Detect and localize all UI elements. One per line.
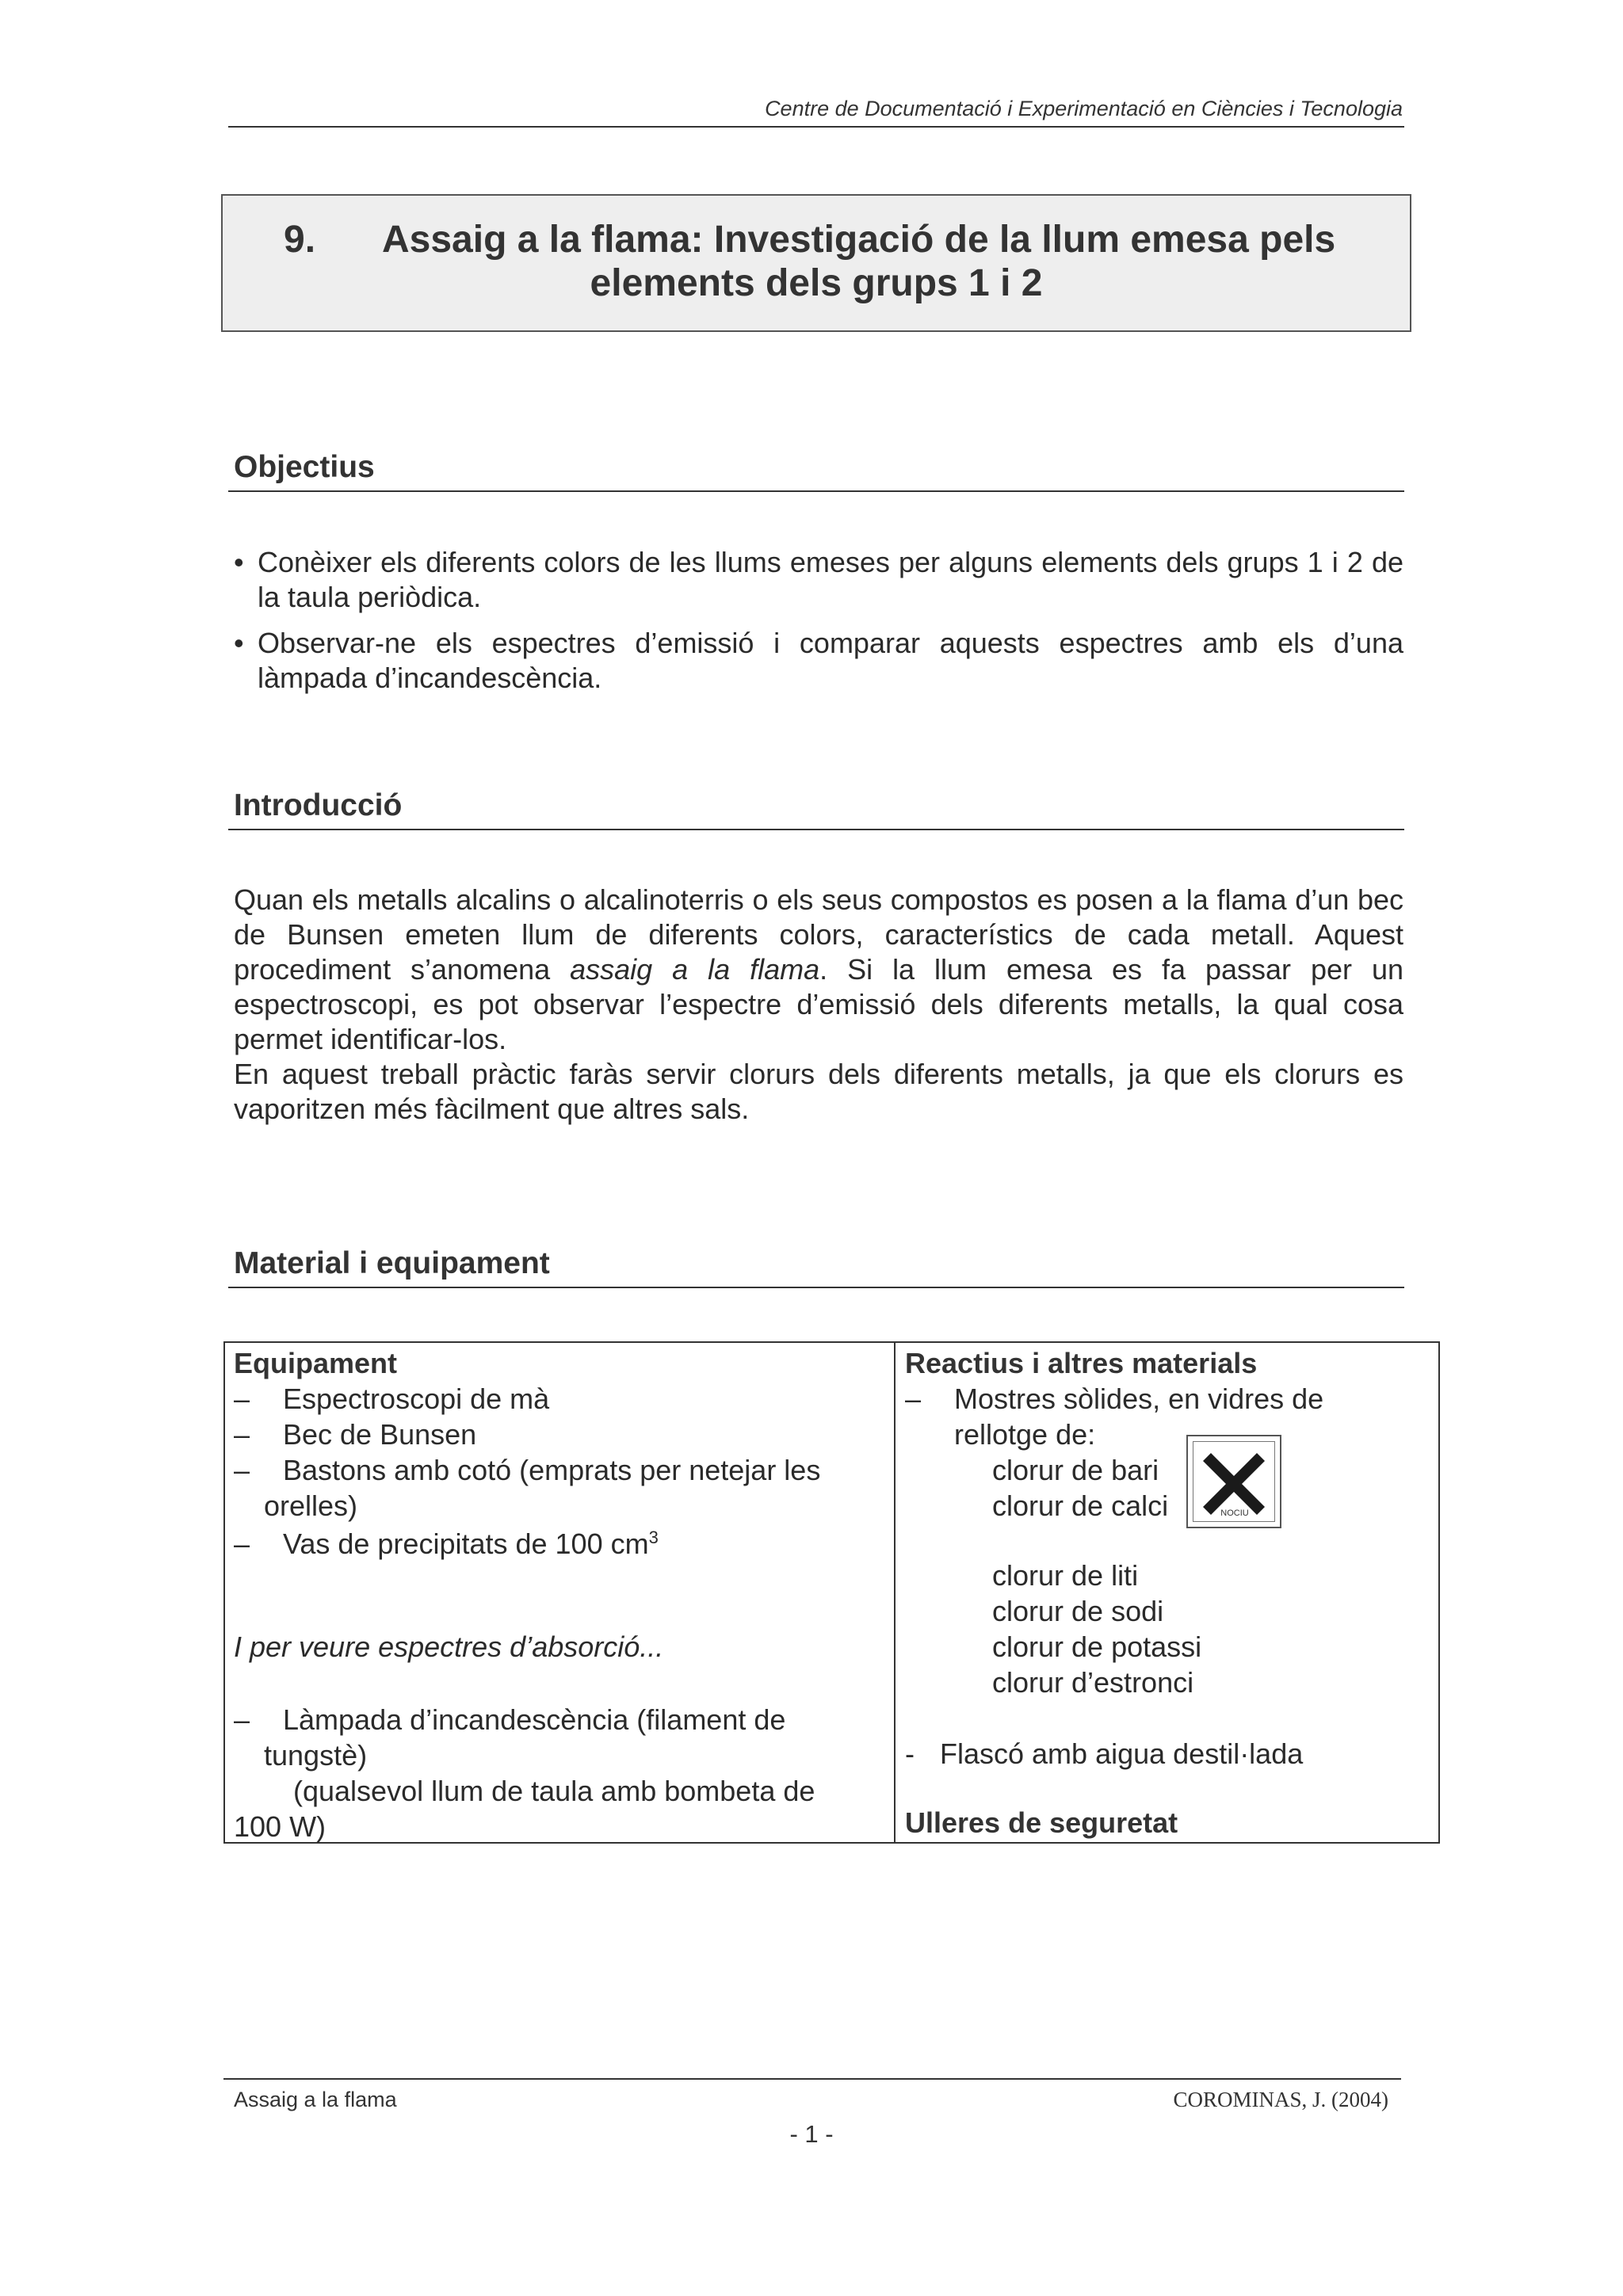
footer-title: Assaig a la flama	[234, 2088, 397, 2111]
unit-superscript: 3	[648, 1527, 659, 1547]
title-line-2: elements dels grups 1 i 2	[590, 262, 1043, 304]
harmful-hazard-icon	[1186, 1435, 1281, 1528]
flasco-text: Flascó amb aigua destil·lada	[940, 1737, 1304, 1770]
equipament-item	[234, 1454, 820, 1487]
flasco-item	[905, 1737, 1303, 1771]
header-rule	[228, 126, 1404, 128]
footer-rule	[223, 2078, 1401, 2080]
material-heading: Material i equipament	[234, 1246, 550, 1280]
lamp-note-continuation: 100 W)	[234, 1810, 327, 1843]
equipament-item-text: Bec de Bunsen	[283, 1418, 477, 1451]
bullet-icon: •	[234, 627, 244, 659]
document-header: Centre de Documentació i Experimentació en Ciències i Tecnologia	[765, 97, 1403, 120]
clorur-item: clorur de potassi	[992, 1630, 1202, 1663]
intro-text-2: . Si la llum emesa es fa passar per un espectroscopi, es pot observar l’espectre d’emissió dels diferents metalls, la qual cosa permet identificar-los.	[234, 953, 1403, 1055]
objective-item	[234, 545, 1403, 615]
objectius-rule	[228, 490, 1404, 492]
hazard-label: NOCIU	[1220, 1508, 1249, 1518]
clorur-item: clorur de liti	[992, 1559, 1139, 1592]
introduccio-paragraph-2: En aquest treball pràctic faràs servir clorurs dels diferents metalls, ja que els clorurs es vaporitzen més fàcilment que altres sals.	[234, 1058, 1403, 1125]
clorur-item: clorur de sodi	[992, 1595, 1164, 1627]
footer-author: COROMINAS, J. (2004)	[1173, 2088, 1388, 2111]
page-title	[284, 218, 1335, 261]
ulleres-heading: Ulleres de seguretat	[905, 1806, 1178, 1839]
equipament-item-continuation: orelles)	[264, 1489, 358, 1522]
equipament-item	[234, 1418, 476, 1451]
clorur-item: clorur de calci	[992, 1489, 1169, 1522]
objective-text: Conèixer els diferents colors de les llums emeses per alguns elements dels grups 1 i 2 de la taula periòdica.	[258, 546, 1403, 613]
clorur-item: clorur de bari	[992, 1454, 1159, 1486]
introduccio-paragraph	[234, 883, 1403, 1057]
objective-item	[234, 626, 1403, 696]
equipament-item	[234, 1383, 549, 1416]
equipament-item-text: Vas de precipitats de 100 cm	[283, 1527, 649, 1560]
dash: –	[234, 1454, 250, 1486]
lamp-note: (qualsevol llum de taula amb bombeta de	[293, 1775, 815, 1807]
dash: –	[234, 1418, 250, 1451]
bullet-icon: •	[234, 546, 244, 578]
table-column-divider	[894, 1341, 896, 1844]
title-line-1: Assaig a la flama: Investigació de la llum emesa pels	[382, 219, 1336, 261]
equipament-item-text: Espectroscopi de mà	[283, 1383, 550, 1415]
clorur-item: clorur d’estronci	[992, 1666, 1194, 1699]
dash: –	[905, 1383, 922, 1415]
page-number: - 1 -	[789, 2120, 834, 2148]
dash: –	[234, 1703, 250, 1736]
introduccio-heading: Introducció	[234, 788, 403, 822]
mostres-item-continuation: rellotge de:	[954, 1418, 1096, 1451]
mostres-text: Mostres sòlides, en vidres de	[954, 1383, 1324, 1415]
dash: –	[234, 1383, 250, 1415]
absorcio-subheading: I per veure espectres d’absorció...	[234, 1630, 664, 1663]
equipament-item-text: Bastons amb cotó (emprats per netejar les	[283, 1454, 821, 1486]
reactius-heading: Reactius i altres materials	[905, 1347, 1258, 1379]
equipament-item	[234, 1527, 659, 1561]
objective-text: Observar-ne els espectres d’emissió i comparar aquests espectres amb els d’una làmpada d’incandescència.	[258, 627, 1403, 694]
lamp-text: Làmpada d’incandescència (filament de	[283, 1703, 786, 1736]
intro-emphasis: assaig a la flama	[570, 953, 820, 986]
material-rule	[228, 1287, 1404, 1288]
objectius-heading: Objectius	[234, 450, 375, 484]
section-number: 9.	[284, 219, 316, 261]
equipament-heading: Equipament	[234, 1347, 398, 1379]
dash: –	[234, 1527, 250, 1560]
mostres-item	[905, 1383, 1323, 1416]
intro-text-1: Quan els metalls alcalins o alcalinoterris o els seus compostos es posen a la flama d’un bec de Bunsen emeten llum de diferents colors, característics de cada metall. Aquest procediment s’anomena	[234, 883, 1403, 986]
lamp-item	[234, 1703, 785, 1737]
dash: -	[905, 1737, 915, 1770]
introduccio-rule	[228, 829, 1404, 830]
lamp-item-continuation: tungstè)	[264, 1739, 368, 1772]
